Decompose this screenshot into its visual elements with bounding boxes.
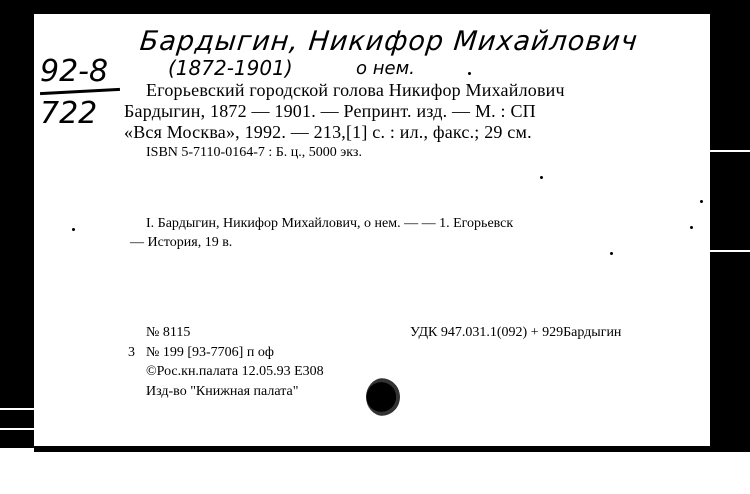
record-author-line: Бардыгин, 1872 — 1901. — Репринт. изд. — М. : СП — [124, 101, 536, 121]
ink-blot — [366, 378, 400, 416]
speck — [72, 228, 75, 231]
scan-notch — [710, 250, 750, 252]
scan-notch — [710, 150, 750, 152]
scan-border-bottom — [34, 446, 710, 452]
publisher-line: Изд-во "Книжная палата" — [146, 384, 299, 399]
record-isbn: ISBN 5-7110-0164-7 : Б. ц., 5000 экз. — [146, 145, 362, 160]
speck — [700, 200, 703, 203]
copy-count: 3 — [128, 345, 135, 360]
speck — [690, 226, 693, 229]
scan-border-left — [0, 0, 34, 448]
speck — [468, 72, 471, 75]
subject-line-2: — История, 19 в. — [130, 235, 233, 250]
scan-notch — [0, 408, 34, 410]
copyright-line: ©Рос.кн.палата 12.05.93 Е308 — [146, 364, 324, 379]
subject-line-1: I. Бардыгин, Никифор Михайлович, о нем. — — 1. Егорьевск — [146, 216, 514, 231]
order-number: № 199 [93-7706] п оф — [146, 345, 274, 360]
record-title-line: Егорьевский городской голова Никифор Михайлович — [146, 80, 565, 100]
record-imprint-line: «Вся Москва», 1992. — 213,[1] с. : ил., факс.; 29 см. — [124, 122, 532, 142]
shelfmark-top: 92-8 — [40, 54, 109, 89]
scan-border-right — [710, 0, 750, 452]
shelfmark-bottom: 722 — [40, 96, 98, 131]
speck — [540, 176, 543, 179]
handwritten-about: о нем. — [356, 58, 415, 79]
speck — [610, 252, 613, 255]
handwritten-heading: Бардыгин, Никифор Михайлович — [138, 26, 640, 57]
card-number: № 8115 — [146, 325, 191, 340]
scan-border-top — [0, 0, 750, 14]
scan-notch — [0, 428, 34, 430]
handwritten-years: (1872-1901) — [168, 56, 293, 80]
udk-classification: УДК 947.031.1(092) + 929Бардыгин — [410, 325, 622, 340]
